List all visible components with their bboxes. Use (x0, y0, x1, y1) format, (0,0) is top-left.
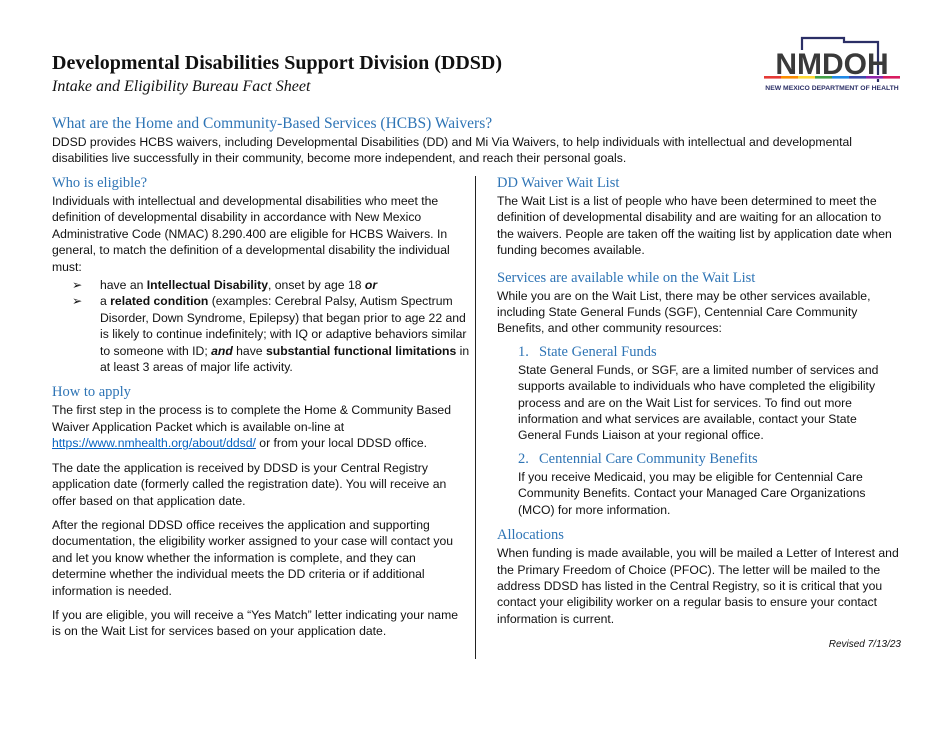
right-column (497, 174, 901, 654)
apply-paragraph-1: The first step in the process is to complete the Home & Community Based Waiver Application Packet which is available on-line at https://www.nmhealth.org/about/ddsd/ or from your local DDSD office. (52, 403, 451, 451)
services-list (497, 343, 901, 518)
service-item-heading-ccb: 2. Centennial Care Community Benefits (518, 450, 758, 467)
logo-subtext: NEW MEXICO DEPARTMENT OF HEALTH (765, 85, 899, 92)
page-subtitle: Intake and Eligibility Bureau Fact Sheet (52, 78, 311, 95)
apply-paragraph-2: The date the application is received by DDSD is your Central Registry application date (formerly called the registration date). You will receive an offer based on that application date. (52, 460, 447, 508)
waitlist-section (497, 174, 901, 259)
ddsd-website-link[interactable]: https://www.nmhealth.org/about/ddsd/ (52, 436, 256, 451)
page-title: Developmental Disabilities Support Division (DDSD) (52, 52, 503, 74)
allocations-section (497, 526, 901, 627)
services-text: While you are on the Wait List, there may be other services available, including State General Funds (SGF), Centennial Care Community Benefits, and other community resources: (497, 288, 871, 336)
service-item-text-ccb: If you receive Medicaid, you may be eligible for Centennial Care Community Benefits. Contact your Managed Care Organizations (MCO) for more information. (518, 469, 866, 517)
apply-heading: How to apply (52, 384, 131, 401)
revised-date: Revised 7/13/23 (828, 639, 901, 651)
column-divider (475, 176, 476, 659)
eligible-text: Individuals with intellectual and developmental disabilities who meet the definition of developmental disability in accordance with New Mexico Administrative Code (NMAC) 8.290.400 are eligible for HCBS Waivers. In general, to match the definition of a developmental disability the individual must: (52, 194, 450, 274)
waitlist-heading: DD Waiver Wait List (497, 175, 620, 191)
apply-paragraph-4: If you are eligible, you will receive a “Yes Match” letter indicating your name is on the Wait List for services based on your application date. (52, 607, 458, 639)
intro-text: DDSD provides HCBS waivers, including Developmental Disabilities (DD) and Mi Via Waivers, to help individuals with intellectual and developmental disabilities live successfully in their community, become more independent, and reach their personal goals. (52, 135, 852, 166)
arrow-bullet-icon: ➢ (72, 294, 83, 309)
nmdoh-logo (764, 36, 900, 98)
service-item-text-sgf: State General Funds, or SGF, are a limited number of services and supports available to individuals who have completed the eligibility process and are on the Wait List for services. To find out more information and what services are available, contact your State General Funds Liaison at your regional office. (518, 362, 879, 443)
list-item: ➢ have an Intellectual Disability, onset by age 18 or (72, 278, 378, 293)
service-item-heading-sgf: 1. State General Funds (518, 343, 657, 360)
services-section (497, 269, 901, 518)
logo-text: NMDOH (775, 48, 889, 81)
apply-section (52, 383, 470, 639)
eligible-heading: Who is eligible? (52, 175, 148, 191)
eligibility-criteria-list (52, 277, 470, 375)
services-heading: Services are available while on the Wait List (497, 269, 756, 286)
allocations-heading: Allocations (497, 527, 564, 544)
allocations-text: When funding is made available, you will be mailed a Letter of Interest and the Primary Freedom of Choice (PFOC). The letter will be mailed to the address DDSD has listed in the Central Registry, so it is critical that you contact your eligibility worker on a regular basis to ensure your contact information is current. (497, 546, 899, 626)
left-column (52, 174, 470, 640)
nmdoh-logo-graphic (764, 36, 900, 98)
eligibility-section (52, 174, 470, 375)
arrow-bullet-icon: ➢ (72, 278, 83, 293)
intro-heading: What are the Home and Community-Based Services (HCBS) Waivers? (52, 115, 493, 132)
waitlist-text: The Wait List is a list of people who have been determined to meet the definition of developmental disability and are waiting for an allocation to the waivers. People are taken off the waiting list by application date when funding becomes available. (497, 194, 892, 258)
apply-paragraph-3: After the regional DDSD office receives the application and supporting documentation, the eligibility worker assigned to your case will contact you and let you know whether the information is complete, and they can determine whether the individual meets the DD criteria or if additional information is needed. (52, 517, 454, 598)
list-item: ➢ a related condition (examples: Cerebral Palsy, Autism Spectrum Disorder, Down Syndrome, Epilepsy) that began prior to age 22 and is likely to continue indefinitely; with IQ or adaptive behaviors similar to someone with ID; and have substantial functional limitations in at least 3 areas of major life activity. (72, 294, 470, 375)
